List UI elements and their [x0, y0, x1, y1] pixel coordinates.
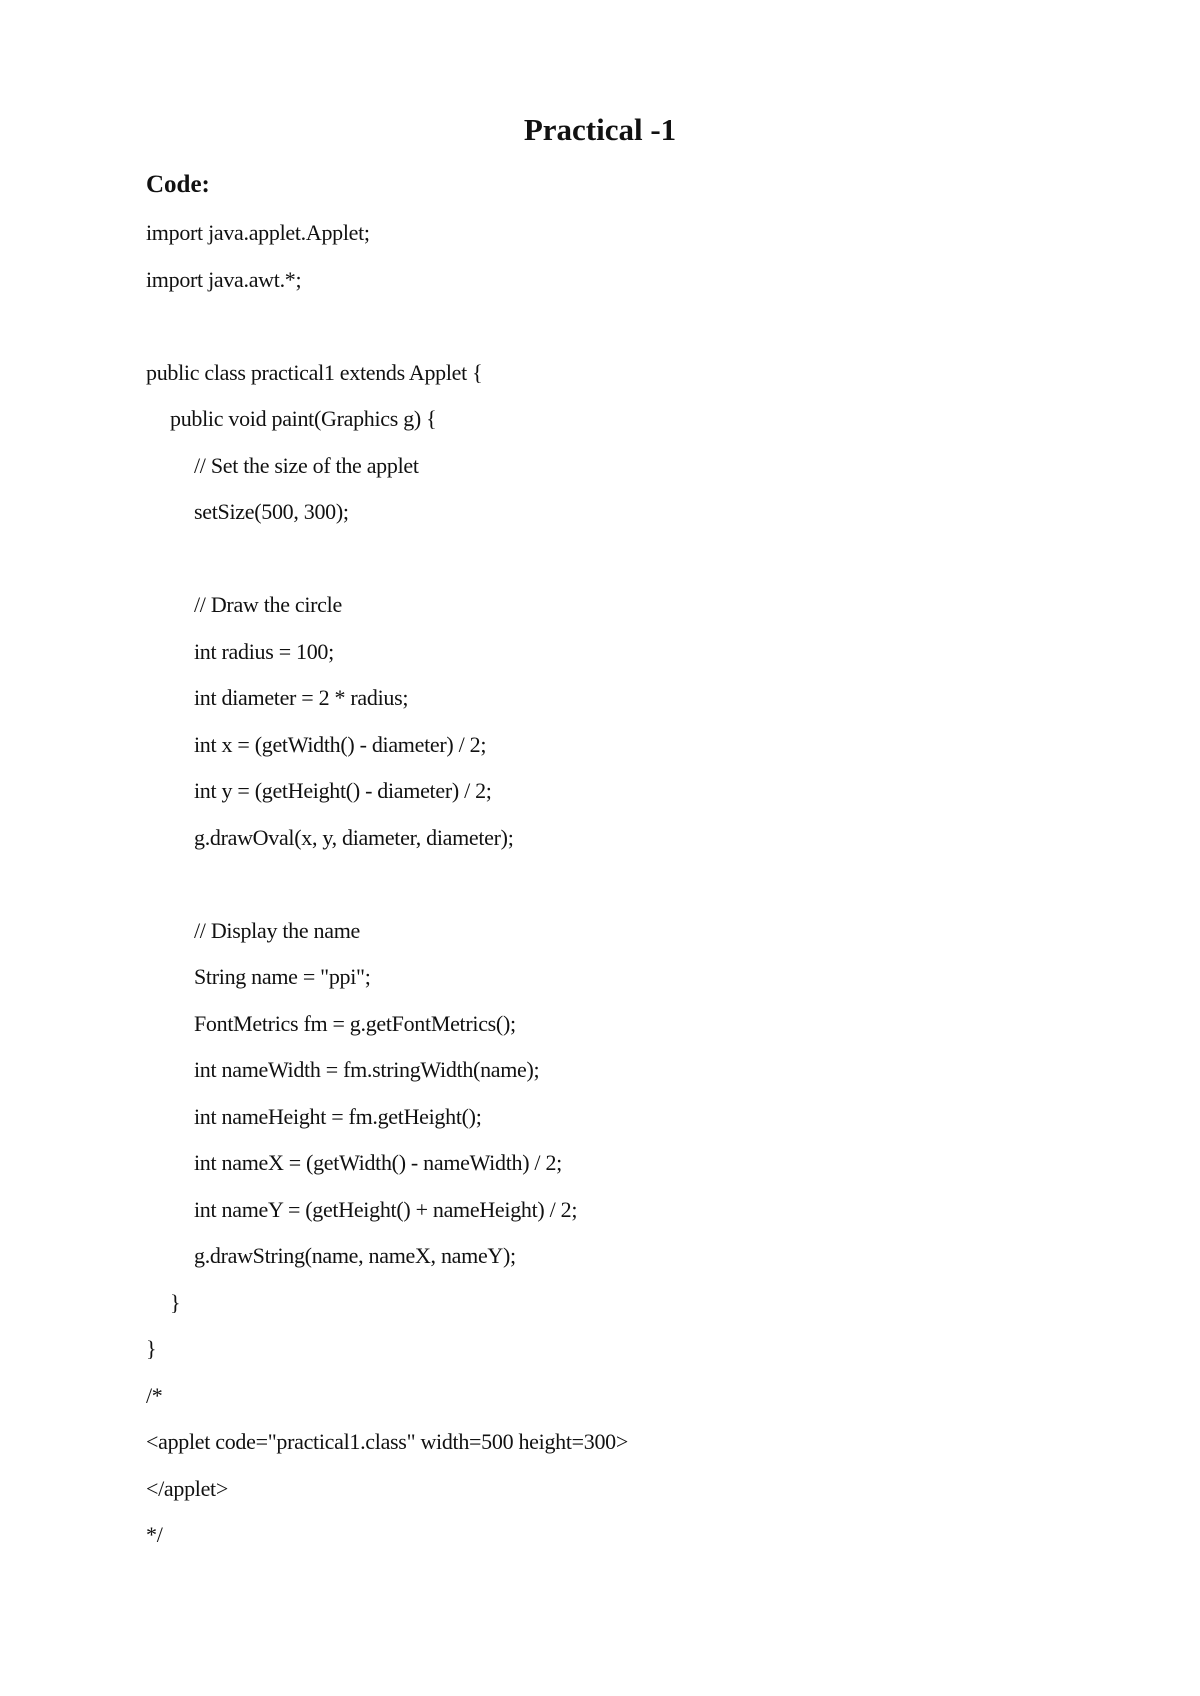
code-line: // Display the name	[194, 917, 360, 943]
code-line: setSize(500, 300);	[194, 499, 349, 524]
code-line	[146, 309, 1146, 356]
code-line: int nameX = (getWidth() - nameWidth) / 2;	[194, 1150, 562, 1175]
code-line: int nameY = (getHeight() + nameHeight) / 2;	[194, 1196, 578, 1222]
code-line: */	[146, 1522, 163, 1547]
section-label-code: Code:	[146, 171, 210, 198]
code-line: // Set the size of the applet	[194, 452, 419, 478]
code-line: /*	[146, 1382, 163, 1408]
code-line: import java.applet.Applet;	[146, 220, 370, 245]
code-line: int nameHeight = fm.getHeight();	[194, 1103, 482, 1129]
code-line: FontMetrics fm = g.getFontMetrics();	[194, 1010, 516, 1036]
code-line: import java.awt.*;	[146, 266, 302, 292]
code-line: // Draw the circle	[194, 592, 342, 617]
code-line: String name = "ppi";	[194, 964, 371, 989]
code-line: int radius = 100;	[194, 638, 334, 664]
code-line	[146, 542, 1146, 589]
code-line: public void paint(Graphics g) {	[170, 406, 437, 431]
code-line: int diameter = 2 * radius;	[194, 685, 409, 710]
code-line	[146, 867, 1146, 914]
code-line: public class practical1 extends Applet {	[146, 359, 483, 385]
code-line: int nameWidth = fm.stringWidth(name);	[194, 1057, 540, 1082]
code-line: }	[170, 1289, 181, 1315]
code-line: g.drawString(name, nameX, nameY);	[194, 1243, 516, 1268]
code-line: </applet>	[146, 1475, 228, 1501]
code-line: int y = (getHeight() - diameter) / 2;	[194, 778, 492, 803]
page-title: Practical -1	[523, 112, 677, 147]
code-line: }	[146, 1336, 157, 1361]
code-line: <applet code="practical1.class" width=500 height=300>	[146, 1429, 628, 1454]
code-line: g.drawOval(x, y, diameter, diameter);	[194, 824, 514, 850]
code-block	[146, 216, 1146, 1565]
code-line: int x = (getWidth() - diameter) / 2;	[194, 731, 487, 757]
